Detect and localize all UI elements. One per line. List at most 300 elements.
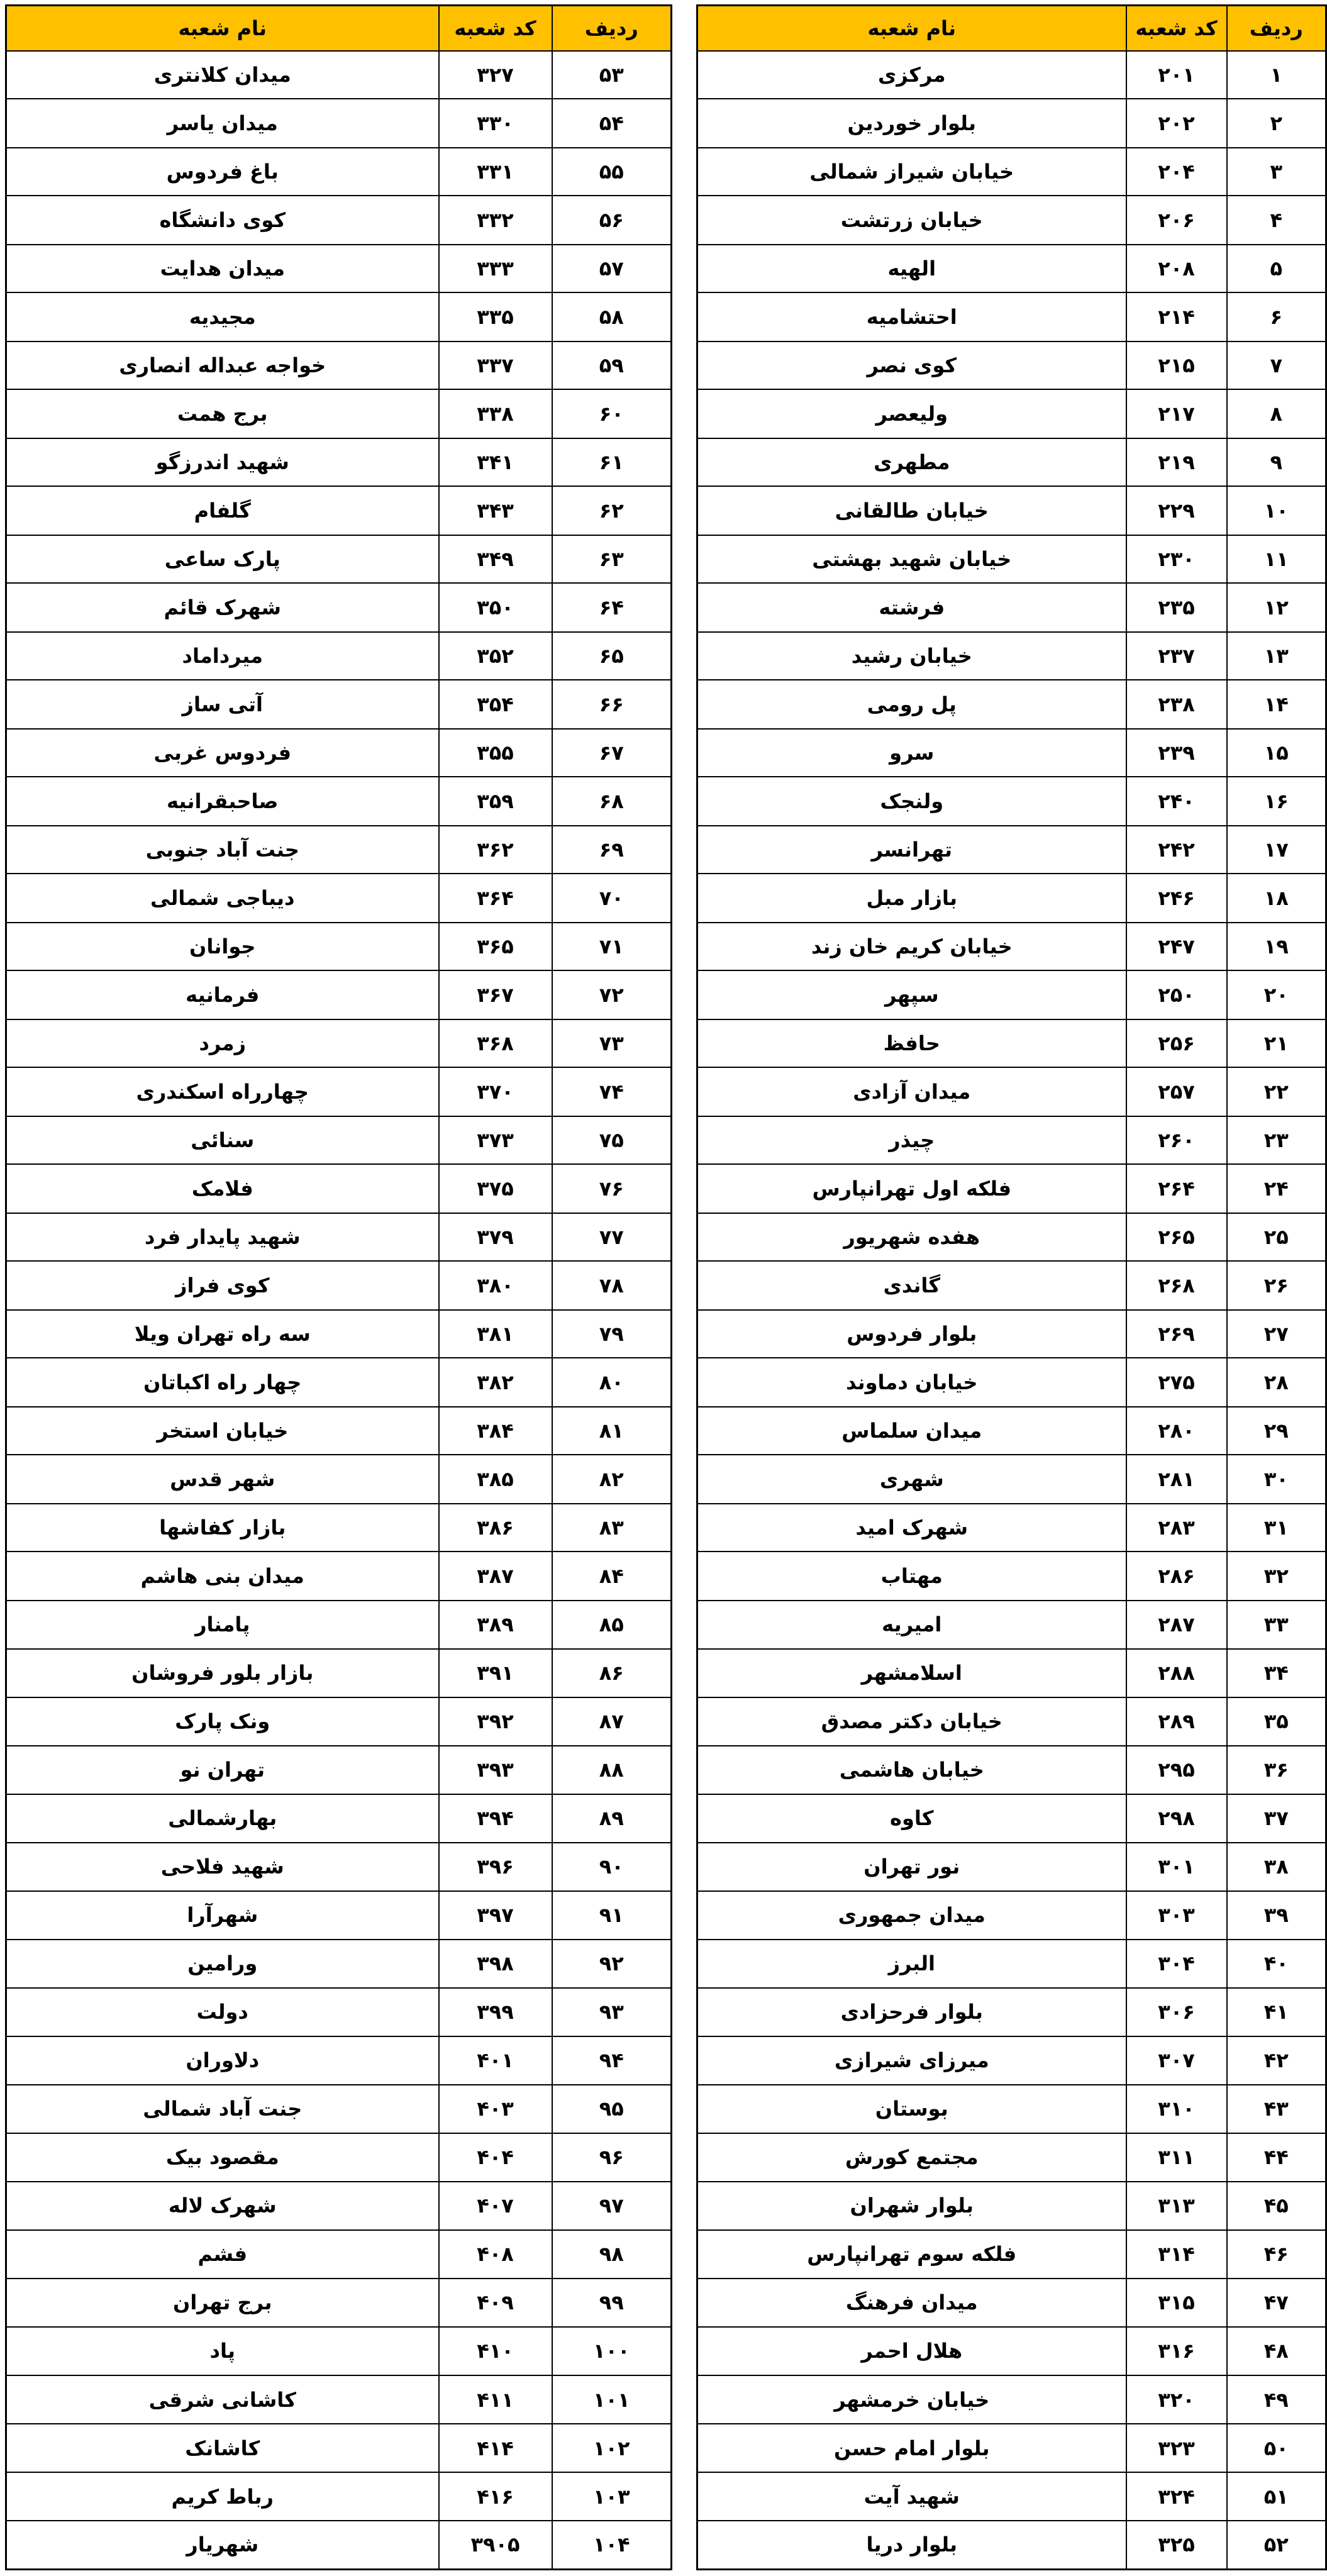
branch-code-cell: ۲۵۰ — [1126, 970, 1227, 1019]
row-number-cell: ۱۰۱ — [552, 2375, 672, 2424]
branch-name-cell: سرو — [697, 729, 1126, 777]
branch-code-cell: ۳۶۵ — [439, 923, 552, 971]
branch-name-cell: امیریه — [697, 1601, 1126, 1649]
branch-name-cell: کوی نصر — [697, 341, 1126, 390]
table-row — [6, 1116, 672, 1165]
branch-code-cell: ۳۲۴ — [1126, 2472, 1227, 2521]
header-branch-code: کد شعبه — [1126, 6, 1227, 51]
branch-code-cell: ۲۴۰ — [1126, 777, 1227, 826]
branch-name-cell: مجتمع کورش — [697, 2133, 1126, 2182]
table-body — [6, 51, 672, 2570]
table-row — [6, 51, 672, 99]
row-number-cell: ۴ — [1227, 196, 1326, 245]
row-number-cell: ۷۸ — [552, 1261, 672, 1310]
branch-code-cell: ۴۰۷ — [439, 2182, 552, 2230]
table-row — [697, 826, 1326, 874]
branch-code-cell: ۲۹۸ — [1126, 1794, 1227, 1843]
branch-code-cell: ۳۹۱ — [439, 1649, 552, 1698]
table-row — [6, 2327, 672, 2376]
row-number-cell: ۶۲ — [552, 486, 672, 535]
branch-name-cell: کاشانی شرقی — [6, 2375, 439, 2424]
branch-code-cell: ۴۱۱ — [439, 2375, 552, 2424]
branch-code-cell: ۲۶۸ — [1126, 1261, 1227, 1310]
branch-name-cell: خیابان رشید — [697, 632, 1126, 680]
branch-code-cell: ۴۱۰ — [439, 2327, 552, 2376]
table-row — [697, 1358, 1326, 1407]
row-number-cell: ۵۰ — [1227, 2424, 1326, 2473]
table-row — [6, 1940, 672, 1989]
row-number-cell: ۴۸ — [1227, 2327, 1326, 2376]
row-number-cell: ۳۲ — [1227, 1552, 1326, 1601]
branch-list — [5, 4, 1327, 2570]
table-row — [6, 438, 672, 487]
branch-name-cell: شهرک لاله — [6, 2182, 439, 2230]
table-row — [6, 1213, 672, 1262]
branch-code-cell: ۳۶۲ — [439, 826, 552, 874]
row-number-cell: ۶ — [1227, 292, 1326, 341]
row-number-cell: ۱ — [1227, 51, 1326, 99]
branch-code-cell: ۳۲۰ — [1126, 2375, 1227, 2424]
table-row — [697, 632, 1326, 680]
row-number-cell: ۶۷ — [552, 729, 672, 777]
row-number-cell: ۹۱ — [552, 1891, 672, 1940]
branch-name-cell: الهیه — [697, 245, 1126, 293]
table-row — [697, 1697, 1326, 1746]
row-number-cell: ۶۴ — [552, 583, 672, 632]
branch-name-cell: بلوار فردوس — [697, 1310, 1126, 1358]
branch-code-cell: ۲۰۸ — [1126, 245, 1227, 293]
branch-name-cell: فلکه اول تهرانپارس — [697, 1164, 1126, 1213]
table-row — [697, 777, 1326, 826]
row-number-cell: ۱۴ — [1227, 680, 1326, 729]
branch-code-cell: ۲۱۹ — [1126, 438, 1227, 487]
table-row — [6, 99, 672, 148]
row-number-cell: ۹۷ — [552, 2182, 672, 2230]
row-number-cell: ۲۸ — [1227, 1358, 1326, 1407]
branch-code-cell: ۲۴۶ — [1126, 874, 1227, 923]
branch-name-cell: فردوس غربی — [6, 729, 439, 777]
branch-code-cell: ۳۸۷ — [439, 1552, 552, 1601]
table-row — [697, 51, 1326, 99]
row-number-cell: ۸۲ — [552, 1455, 672, 1504]
header-row — [697, 6, 1326, 51]
branch-code-cell: ۳۱۶ — [1126, 2327, 1227, 2376]
row-number-cell: ۷۵ — [552, 1116, 672, 1165]
branch-name-cell: مجیدیه — [6, 292, 439, 341]
branch-code-cell: ۳۷۳ — [439, 1116, 552, 1165]
table-row — [697, 1407, 1326, 1455]
table-row — [697, 2230, 1326, 2279]
table-row — [6, 1019, 672, 1068]
row-number-cell: ۴۰ — [1227, 1940, 1326, 1989]
branch-name-cell: هفده شهریور — [697, 1213, 1126, 1262]
table-row — [6, 1746, 672, 1795]
row-number-cell: ۲۴ — [1227, 1164, 1326, 1213]
branch-code-cell: ۳۰۷ — [1126, 2036, 1227, 2085]
branch-name-cell: شهریار — [6, 2521, 439, 2570]
header-row-number: ردیف — [552, 6, 672, 51]
table-row — [6, 2085, 672, 2133]
table-row — [6, 970, 672, 1019]
branch-code-cell: ۳۸۹ — [439, 1601, 552, 1649]
branch-code-cell: ۲۵۷ — [1126, 1067, 1227, 1116]
row-number-cell: ۹۹ — [552, 2279, 672, 2327]
branch-name-cell: بازار مبل — [697, 874, 1126, 923]
branch-code-cell: ۳۳۳ — [439, 245, 552, 293]
table-row — [6, 1358, 672, 1407]
table-row — [6, 292, 672, 341]
row-number-cell: ۳۷ — [1227, 1794, 1326, 1843]
branch-name-cell: بوستان — [697, 2085, 1126, 2133]
branch-name-cell: خیابان هاشمی — [697, 1746, 1126, 1795]
branch-name-cell: پامنار — [6, 1601, 439, 1649]
branch-code-cell: ۳۹۳ — [439, 1746, 552, 1795]
table-row — [697, 2036, 1326, 2085]
branch-name-cell: زمرد — [6, 1019, 439, 1068]
branch-code-cell: ۳۸۵ — [439, 1455, 552, 1504]
branch-code-cell: ۳۱۳ — [1126, 2182, 1227, 2230]
table-row — [6, 1164, 672, 1213]
branch-code-cell: ۲۱۵ — [1126, 341, 1227, 390]
branch-name-cell: گلفام — [6, 486, 439, 535]
branch-name-cell: فرشته — [697, 583, 1126, 632]
row-number-cell: ۴۹ — [1227, 2375, 1326, 2424]
row-number-cell: ۱۰۳ — [552, 2472, 672, 2521]
branch-code-cell: ۲۸۶ — [1126, 1552, 1227, 1601]
branch-code-cell: ۳۵۰ — [439, 583, 552, 632]
table-row — [697, 1601, 1326, 1649]
branch-name-cell: ورامین — [6, 1940, 439, 1989]
branch-code-cell: ۳۷۰ — [439, 1067, 552, 1116]
branch-code-cell: ۴۰۸ — [439, 2230, 552, 2279]
branch-name-cell: میدان یاسر — [6, 99, 439, 148]
branch-name-cell: میدان جمهوری — [697, 1891, 1126, 1940]
row-number-cell: ۳۱ — [1227, 1504, 1326, 1552]
table-row — [697, 2279, 1326, 2327]
branch-name-cell: بازار بلور فروشان — [6, 1649, 439, 1698]
table-row — [6, 341, 672, 390]
branch-name-cell: بلوار امام حسن — [697, 2424, 1126, 2473]
branch-name-cell: خیابان استخر — [6, 1407, 439, 1455]
branch-name-cell: شهید پایدار فرد — [6, 1213, 439, 1262]
branch-code-cell: ۲۰۴ — [1126, 148, 1227, 196]
branch-code-cell: ۳۱۵ — [1126, 2279, 1227, 2327]
branch-name-cell: بلوار فرحزادی — [697, 1988, 1126, 2036]
branch-name-cell: شهرک قائم — [6, 583, 439, 632]
branch-name-cell: مهتاب — [697, 1552, 1126, 1601]
table-row — [697, 292, 1326, 341]
branch-name-cell: خیابان دکتر مصدق — [697, 1697, 1126, 1746]
table-row — [6, 777, 672, 826]
branch-code-cell: ۲۸۰ — [1126, 1407, 1227, 1455]
row-number-cell: ۱۲ — [1227, 583, 1326, 632]
table-row — [6, 1601, 672, 1649]
branch-name-cell: خیابان طالقانی — [697, 486, 1126, 535]
table-row — [697, 1213, 1326, 1262]
branch-name-cell: فرمانیه — [6, 970, 439, 1019]
branch-name-cell: برج همت — [6, 389, 439, 438]
branch-name-cell: جنت آباد شمالی — [6, 2085, 439, 2133]
branch-name-cell: البرز — [697, 1940, 1126, 1989]
table-row — [697, 1164, 1326, 1213]
branch-name-cell: حافظ — [697, 1019, 1126, 1068]
table-row — [697, 2133, 1326, 2182]
row-number-cell: ۹۴ — [552, 2036, 672, 2085]
branch-name-cell: بلوار دریا — [697, 2521, 1126, 2570]
row-number-cell: ۸۹ — [552, 1794, 672, 1843]
branch-code-cell: ۴۰۴ — [439, 2133, 552, 2182]
branch-code-cell: ۳۸۶ — [439, 1504, 552, 1552]
row-number-cell: ۸۵ — [552, 1601, 672, 1649]
table-row — [6, 632, 672, 680]
table-row — [697, 535, 1326, 584]
branch-code-cell: ۲۸۷ — [1126, 1601, 1227, 1649]
branch-name-cell: جنت آباد جنوبی — [6, 826, 439, 874]
table-row — [697, 2085, 1326, 2133]
table-row — [6, 535, 672, 584]
row-number-cell: ۵۷ — [552, 245, 672, 293]
branch-code-cell: ۴۱۶ — [439, 2472, 552, 2521]
table-row — [697, 970, 1326, 1019]
branch-code-cell: ۲۰۲ — [1126, 99, 1227, 148]
branch-name-cell: باغ فردوس — [6, 148, 439, 196]
branch-code-cell: ۳۹۷ — [439, 1891, 552, 1940]
row-number-cell: ۸۱ — [552, 1407, 672, 1455]
branch-name-cell: پارک ساعی — [6, 535, 439, 584]
row-number-cell: ۳۹ — [1227, 1891, 1326, 1940]
table-row — [697, 486, 1326, 535]
table-row — [6, 826, 672, 874]
header-branch-name: نام شعبه — [697, 6, 1126, 51]
table-row — [697, 1794, 1326, 1843]
row-number-cell: ۷۶ — [552, 1164, 672, 1213]
branch-code-cell: ۲۸۳ — [1126, 1504, 1227, 1552]
branch-code-cell: ۲۰۱ — [1126, 51, 1227, 99]
row-number-cell: ۴۷ — [1227, 2279, 1326, 2327]
branch-code-cell: ۲۶۰ — [1126, 1116, 1227, 1165]
row-number-cell: ۱۰۰ — [552, 2327, 672, 2376]
branch-code-cell: ۳۵۵ — [439, 729, 552, 777]
branch-name-cell: مرکزی — [697, 51, 1126, 99]
branch-code-cell: ۳۵۲ — [439, 632, 552, 680]
branch-code-cell: ۳۶۴ — [439, 874, 552, 923]
table-row — [697, 2424, 1326, 2473]
branch-code-cell: ۴۰۳ — [439, 2085, 552, 2133]
branch-name-cell: فلامک — [6, 1164, 439, 1213]
row-number-cell: ۳۵ — [1227, 1697, 1326, 1746]
table-row — [6, 148, 672, 196]
table-row — [697, 148, 1326, 196]
row-number-cell: ۱۵ — [1227, 729, 1326, 777]
branch-name-cell: صاحبقرانیه — [6, 777, 439, 826]
branch-code-cell: ۳۰۱ — [1126, 1843, 1227, 1892]
branch-code-cell: ۲۷۵ — [1126, 1358, 1227, 1407]
branch-name-cell: شهید فلاحی — [6, 1843, 439, 1892]
branch-name-cell: اسلامشهر — [697, 1649, 1126, 1698]
row-number-cell: ۲۵ — [1227, 1213, 1326, 1262]
branch-name-cell: کاوه — [697, 1794, 1126, 1843]
table-row — [6, 923, 672, 971]
table-row — [6, 1067, 672, 1116]
table-row — [6, 1455, 672, 1504]
branch-code-cell: ۳۹۰۵ — [439, 2521, 552, 2570]
branch-code-cell: ۳۹۸ — [439, 1940, 552, 1989]
branch-name-cell: خیابان کریم خان زند — [697, 923, 1126, 971]
table-row — [6, 680, 672, 729]
table-row — [6, 583, 672, 632]
table-row — [697, 1843, 1326, 1892]
branch-name-cell: سپهر — [697, 970, 1126, 1019]
row-number-cell: ۷۰ — [552, 874, 672, 923]
table-row — [6, 1891, 672, 1940]
table-row — [697, 2472, 1326, 2521]
row-number-cell: ۸۴ — [552, 1552, 672, 1601]
table-row — [6, 1504, 672, 1552]
row-number-cell: ۶۳ — [552, 535, 672, 584]
branch-name-cell: میرزای شیرازی — [697, 2036, 1126, 2085]
row-number-cell: ۱۰۲ — [552, 2424, 672, 2473]
table-row — [697, 1019, 1326, 1068]
branch-code-cell: ۲۳۸ — [1126, 680, 1227, 729]
table-row — [697, 341, 1326, 390]
table-row — [6, 486, 672, 535]
branch-name-cell: دولت — [6, 1988, 439, 2036]
table-row — [697, 438, 1326, 487]
branch-code-cell: ۲۶۴ — [1126, 1164, 1227, 1213]
row-number-cell: ۱۷ — [1227, 826, 1326, 874]
table-row — [6, 1310, 672, 1358]
branch-name-cell: خیابان زرتشت — [697, 196, 1126, 245]
table-row — [697, 1552, 1326, 1601]
row-number-cell: ۷۲ — [552, 970, 672, 1019]
table-row — [6, 1794, 672, 1843]
row-number-cell: ۷۹ — [552, 1310, 672, 1358]
branch-code-cell: ۳۵۴ — [439, 680, 552, 729]
row-number-cell: ۵۴ — [552, 99, 672, 148]
branch-name-cell: شهرآرا — [6, 1891, 439, 1940]
row-number-cell: ۶۱ — [552, 438, 672, 487]
branch-name-cell: شهید آیت — [697, 2472, 1126, 2521]
branch-name-cell: میدان هدایت — [6, 245, 439, 293]
branch-name-cell: خیابان شیراز شمالی — [697, 148, 1126, 196]
branch-code-cell: ۲۱۴ — [1126, 292, 1227, 341]
branch-code-cell: ۳۸۲ — [439, 1358, 552, 1407]
table-row — [697, 1067, 1326, 1116]
row-number-cell: ۳۰ — [1227, 1455, 1326, 1504]
row-number-cell: ۹۰ — [552, 1843, 672, 1892]
branch-code-cell: ۳۹۹ — [439, 1988, 552, 2036]
branch-code-cell: ۳۹۴ — [439, 1794, 552, 1843]
table-row — [697, 2375, 1326, 2424]
row-number-cell: ۵۲ — [1227, 2521, 1326, 2570]
branch-name-cell: پاد — [6, 2327, 439, 2376]
branch-code-cell: ۳۳۷ — [439, 341, 552, 390]
branch-code-cell: ۲۳۵ — [1126, 583, 1227, 632]
branch-name-cell: هلال احمر — [697, 2327, 1126, 2376]
branch-name-cell: ولیعصر — [697, 389, 1126, 438]
branch-name-cell: مطهری — [697, 438, 1126, 487]
branch-code-cell: ۴۰۹ — [439, 2279, 552, 2327]
branch-code-cell: ۲۰۶ — [1126, 196, 1227, 245]
table-row — [697, 2327, 1326, 2376]
branch-code-cell: ۲۸۱ — [1126, 1455, 1227, 1504]
branch-name-cell: پل رومی — [697, 680, 1126, 729]
table-row — [697, 99, 1326, 148]
branch-code-cell: ۳۵۹ — [439, 777, 552, 826]
branch-code-cell: ۴۰۱ — [439, 2036, 552, 2085]
branch-code-cell: ۲۵۶ — [1126, 1019, 1227, 1068]
header-row-number: ردیف — [1227, 6, 1326, 51]
branch-code-cell: ۲۸۹ — [1126, 1697, 1227, 1746]
row-number-cell: ۸۰ — [552, 1358, 672, 1407]
branch-code-cell: ۳۹۶ — [439, 1843, 552, 1892]
branch-code-cell: ۳۲۵ — [1126, 2521, 1227, 2570]
branch-name-cell: خیابان شهید بهشتی — [697, 535, 1126, 584]
row-number-cell: ۹۵ — [552, 2085, 672, 2133]
table-row — [6, 2521, 672, 2570]
row-number-cell: ۳۶ — [1227, 1746, 1326, 1795]
row-number-cell: ۲۰ — [1227, 970, 1326, 1019]
branch-name-cell: مقصود بیک — [6, 2133, 439, 2182]
row-number-cell: ۶۸ — [552, 777, 672, 826]
table-row — [697, 874, 1326, 923]
branch-name-cell: میرداماد — [6, 632, 439, 680]
row-number-cell: ۹۶ — [552, 2133, 672, 2182]
row-number-cell: ۱۸ — [1227, 874, 1326, 923]
row-number-cell: ۹۳ — [552, 1988, 672, 2036]
row-number-cell: ۲۹ — [1227, 1407, 1326, 1455]
table-row — [697, 2182, 1326, 2230]
branch-name-cell: تهران نو — [6, 1746, 439, 1795]
table-body — [697, 51, 1326, 2570]
table-row — [697, 1746, 1326, 1795]
table-row — [6, 1552, 672, 1601]
branch-name-cell: آتی ساز — [6, 680, 439, 729]
branch-name-cell: تهرانسر — [697, 826, 1126, 874]
row-number-cell: ۲۷ — [1227, 1310, 1326, 1358]
row-number-cell: ۱۳ — [1227, 632, 1326, 680]
table-row — [6, 2182, 672, 2230]
table-row — [697, 1261, 1326, 1310]
row-number-cell: ۷۷ — [552, 1213, 672, 1262]
branch-code-cell: ۳۴۳ — [439, 486, 552, 535]
branch-code-cell: ۲۴۷ — [1126, 923, 1227, 971]
branch-name-cell: بلوار شهران — [697, 2182, 1126, 2230]
row-number-cell: ۳ — [1227, 148, 1326, 196]
header-branch-name: نام شعبه — [6, 6, 439, 51]
table-row — [6, 729, 672, 777]
branch-name-cell: میدان کلانتری — [6, 51, 439, 99]
branch-name-cell: کاشانک — [6, 2424, 439, 2473]
table-row — [697, 680, 1326, 729]
row-number-cell: ۵۵ — [552, 148, 672, 196]
row-number-cell: ۸ — [1227, 389, 1326, 438]
branch-code-cell: ۲۶۵ — [1126, 1213, 1227, 1262]
branch-code-cell: ۳۶۷ — [439, 970, 552, 1019]
row-number-cell: ۶۹ — [552, 826, 672, 874]
table-row — [697, 1891, 1326, 1940]
table-row — [6, 2036, 672, 2085]
branch-name-cell: نور تهران — [697, 1843, 1126, 1892]
row-number-cell: ۷۴ — [552, 1067, 672, 1116]
row-number-cell: ۲ — [1227, 99, 1326, 148]
table-row — [6, 2424, 672, 2473]
branch-code-cell: ۳۱۱ — [1126, 2133, 1227, 2182]
table-row — [6, 1261, 672, 1310]
table-row — [697, 1504, 1326, 1552]
branch-code-cell: ۲۳۹ — [1126, 729, 1227, 777]
table-row — [6, 245, 672, 293]
